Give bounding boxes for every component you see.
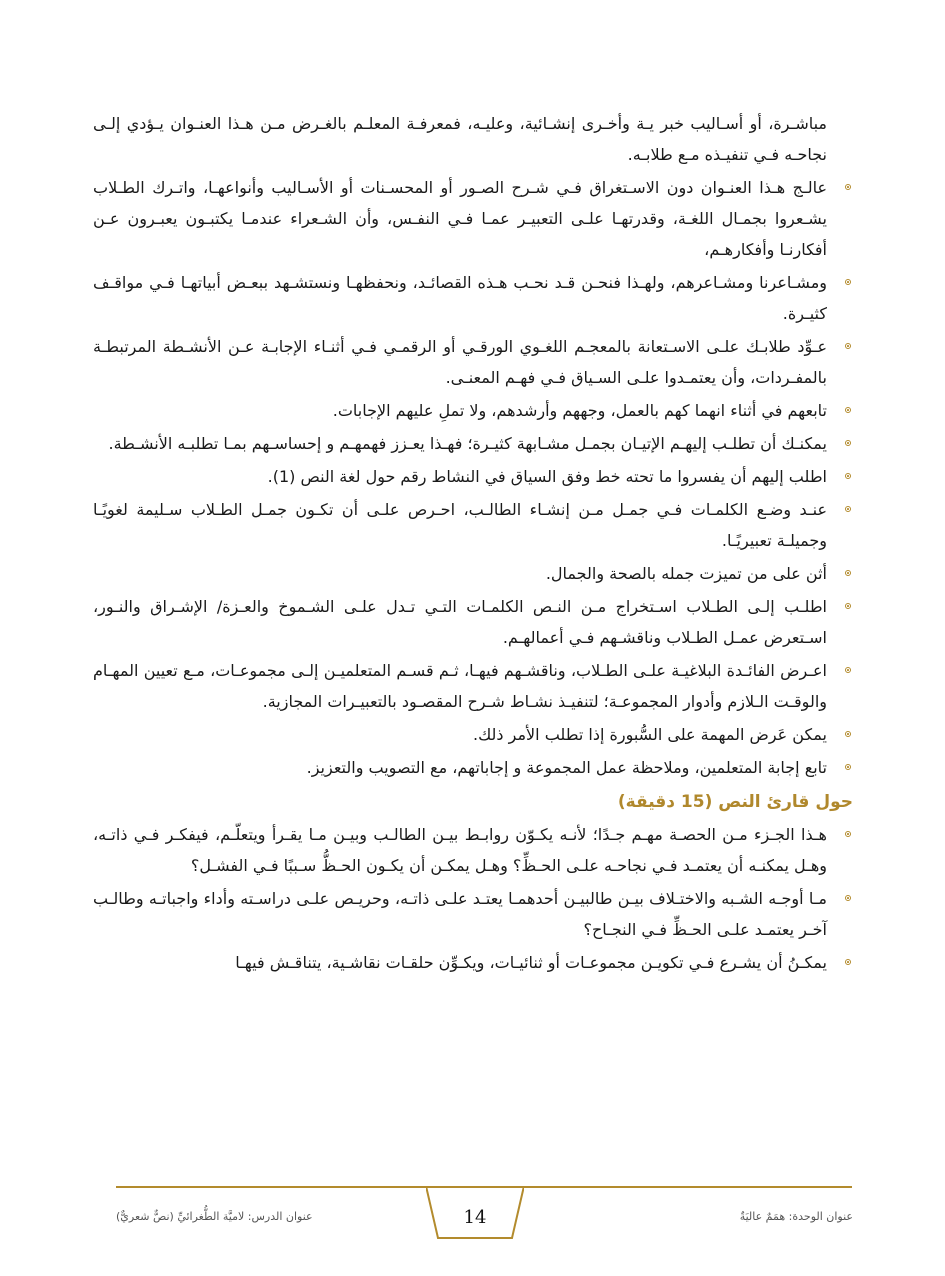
bullet-icon — [845, 506, 851, 512]
section-heading: حول قارئ النص (15 دقيقة) — [617, 792, 853, 812]
list-item: تابع إجابة المتعلمين، وملاحظة عمل المجموعة و إجاباتهم، مع التصويب والتعزيز. — [93, 752, 853, 783]
list-item: عنـد وضـع الكلمـات فـي جمـل مـن إنشـاء الطالـب، احـرص علـى أن تكـون جمـل الطـلاب سـليمة لغويًـا وجميلـة تعبيريًـا. — [93, 494, 853, 556]
list-item: اطلب إليهم أن يفسروا ما تحته خط وفق السياق في النشاط رقم حول لغة النص (1). — [93, 461, 853, 492]
bullet-icon — [845, 440, 851, 446]
intro-paragraph: مباشـرة، أو أسـاليب خبر يـة وأخـرى إنشـائية، وعليـه، فمعرفـة المعلـم بالغـرض مـن هـذا العنـوان يـؤدي إلـى نجاحـه فـي تنفيـذه مـع طلابـه. — [93, 114, 827, 164]
bullet-icon — [845, 407, 851, 413]
guidance-list-bottom — [93, 819, 853, 978]
page-content — [93, 108, 853, 980]
bullet-icon — [845, 279, 851, 285]
list-item: تابعهم في أثناء انهما كهم بالعمل، وجههم وأرشدهم، ولا تملِ عليهم الإجابات. — [93, 395, 853, 426]
list-item: يمكن عَرض المهمة على السُّبورة إذا تطلب الأمر ذلك. — [93, 719, 853, 750]
bullet-icon — [845, 570, 851, 576]
list-item: اعـرض الفائـدة البلاغيـة علـى الطـلاب، وناقشـهم فيهـا، ثـم قسـم المتعلميـن إلـى مجموعـات، مـع تعيين المهـام والوقـت الـلازم وأدوار المجموعـة؛ لتنفيـذ نشـاط شـرح المقصـود بالتعبيـرات المجازية. — [93, 655, 853, 717]
footer-lesson-title: عنوان الدرس: لاميَّة الطُّغرائيِّ (نصٌّ شعريٌّ) — [116, 1210, 313, 1223]
bullet-icon — [845, 764, 851, 770]
bullet-icon — [845, 184, 851, 190]
bullet-icon — [845, 473, 851, 479]
list-item: ومشـاعرنا ومشـاعرهم، ولهـذا فنحـن قـد نحـب هـذه القصائـد، ونحفظهـا ونستشـهد ببعـض أبياتهـا فـي مواقـف كثيـرة. — [93, 267, 853, 329]
list-item: مـا أوجـه الشـبه والاختـلاف بيـن طالبيـن أحدهمـا يعتـد علـى ذاتـه، وحريـص علـى دراسـته وأداء واجباتـه وطالـب آخـر يعتمـد علـى الحـظِّ فـي النجـاح؟ — [93, 883, 853, 945]
list-item: عـوِّد طلابـك علـى الاسـتعانة بالمعجـم اللغـوي الورقـي أو الرقمـي فـي أثنـاء الإجابـة عـن الأنشـطة المرتبطـة بالمفـردات، وأن يعتمـدوا علـى السـياق فـي فهـم المعنـى. — [93, 331, 853, 393]
guidance-list-top — [93, 172, 853, 783]
bullet-icon — [845, 895, 851, 901]
bullet-icon — [845, 667, 851, 673]
list-item: اطلـب إلـى الطـلاب اسـتخراج مـن النـص الكلمـات التـي تـدل علـى الشـموخ والعـزة/ الإشـراق والنـور، اسـتعرض عمـل الطـلاب وناقشـهم فـي أعمالهـم. — [93, 591, 853, 653]
page-number: 14 — [463, 1207, 487, 1228]
bullet-icon — [845, 959, 851, 965]
list-item: هـذا الجـزء مـن الحصـة مهـم جـدًا؛ لأنـه يكـوّن روابـط بيـن الطالـب وبيـن مـا يقـرأ ويتعلّـم، فيفكـر فـي ذاتـه، وهـل يمكنـه أن يعتمـد فـي نجاحـه علـى الحـظِّ؟ وهـل يمكـن أن يكـون الحـظُّ سـببًا فـي الفشـل؟ — [93, 819, 853, 881]
list-item: يمكـنُ أن يشـرع فـي تكويـن مجموعـات أو ثنائيـات، ويكـوِّن حلقـات نقاشـية، يتناقـش فيهـا — [93, 947, 853, 978]
bullet-icon — [845, 603, 851, 609]
list-item: عالـج هـذا العنـوان دون الاسـتغراق فـي شـرح الصـور أو المحسـنات أو الأسـاليب وأنواعهـا، واتـرك الطـلاب يشـعروا بجمـال اللغـة، وقدرتهـا علـى التعبيـر عمـا فـي النفـس، وأن الشـعراء عندمـا يكتبـون يعبـرون عـن أفكارنـا وأفكارهـم، — [93, 172, 853, 265]
bullet-icon — [845, 731, 851, 737]
footer-unit-title: عنوان الوحدة: همَمٌ عاليَةٌ — [739, 1210, 853, 1223]
bullet-icon — [845, 831, 851, 837]
list-item: أثن على من تميزت جمله بالصحة والجمال. — [93, 558, 853, 589]
bullet-icon — [845, 343, 851, 349]
list-item: يمكنـك أن تطلـب إليهـم الإتيـان بجمـل مشـابهة كثيـرة؛ فهـذا يعـزز فهمهـم و إحساسـهم بمـا تطلبـه الأنشـطة. — [93, 428, 853, 459]
